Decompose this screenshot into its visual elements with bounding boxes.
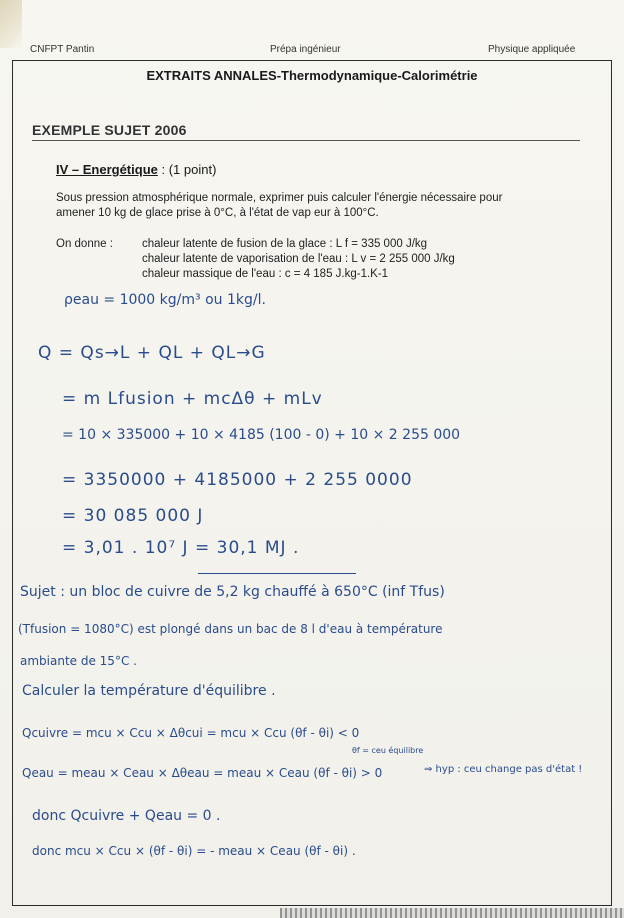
- sujet-label: EXEMPLE SUJET 2006: [32, 122, 187, 138]
- header-left: CNFPT Pantin: [30, 44, 95, 55]
- hw-q-line-6: = 3,01 . 10⁷ J = 30,1 MJ .: [62, 538, 300, 558]
- hw-subject-line-3: ambiante de 15°C .: [20, 654, 137, 668]
- hw-note-hyp: ⇒ hyp : ceu change pas d'état !: [424, 764, 583, 775]
- hw-q-line-3: = 10 × 335000 + 10 × 4185 (100 - 0) + 10 × 2 255 000: [62, 427, 461, 443]
- section-title: IV – Energétique: [56, 162, 158, 177]
- hw-final-equation: donc mcu × Ccu × (θf - θi) = - meau × Ceau (θf - θi) .: [32, 844, 356, 858]
- page-title: EXTRAITS ANNALES-Thermodynamique-Calorimétrie: [146, 68, 478, 83]
- section-points: : (1 point): [157, 162, 217, 177]
- hw-sum-zero: donc Qcuivre + Qeau = 0 .: [32, 808, 221, 824]
- given-label: On donne :: [56, 238, 113, 250]
- hw-q-line-4: = 3350000 + 4185000 + 2 255 0000: [62, 470, 413, 490]
- hw-underline: [198, 573, 356, 574]
- question-line-2: amener 10 kg de glace prise à 0°C, à l'état de vap eur à 100°C.: [56, 207, 379, 219]
- scan-edge-strip: [280, 908, 624, 918]
- given-line-1: chaleur latente de fusion de la glace : L f = 335 000 J/kg: [142, 238, 428, 250]
- section-heading: [56, 162, 216, 177]
- hw-q-line-2: = m Lfusion + mcΔθ + mLv: [62, 389, 323, 409]
- sujet-divider: [32, 140, 580, 141]
- given-line-2: chaleur latente de vaporisation de l'eau : L v = 2 255 000 J/kg: [142, 253, 455, 265]
- hw-subject-line-4: Calculer la température d'équilibre .: [22, 683, 276, 699]
- hw-q-eau: Qeau = meau × Ceau × Δθeau = meau × Ceau (θf - θi) > 0: [22, 766, 383, 780]
- hw-subject-line-2: (Tfusion = 1080°C) est plongé dans un bac de 8 l d'eau à température: [18, 622, 443, 636]
- header-center: Prépa ingénieur: [270, 44, 341, 55]
- hw-rho-water: ρeau = 1000 kg/m³ ou 1kg/l.: [64, 292, 266, 308]
- header-right: Physique appliquée: [488, 44, 576, 55]
- hw-note-equilibre: θf = ceu équilibre: [352, 746, 424, 755]
- given-line-3: chaleur massique de l'eau : c = 4 185 J.kg-1.K-1: [142, 268, 389, 280]
- hw-q-line-5: = 30 085 000 J: [62, 506, 204, 526]
- hw-q-cuivre: Qcuivre = mcu × Ccu × Δθcui = mcu × Ccu (θf - θi) < 0: [22, 726, 360, 740]
- hw-subject-line-1: Sujet : un bloc de cuivre de 5,2 kg chauffé à 650°C (inf Tfus): [20, 584, 445, 600]
- page-curl-shadow: [0, 0, 22, 48]
- hw-q-line-1: Q = Qs→L + QL + QL→G: [38, 343, 266, 363]
- question-line-1: Sous pression atmosphérique normale, exprimer puis calculer l'énergie nécessaire pour: [56, 192, 503, 204]
